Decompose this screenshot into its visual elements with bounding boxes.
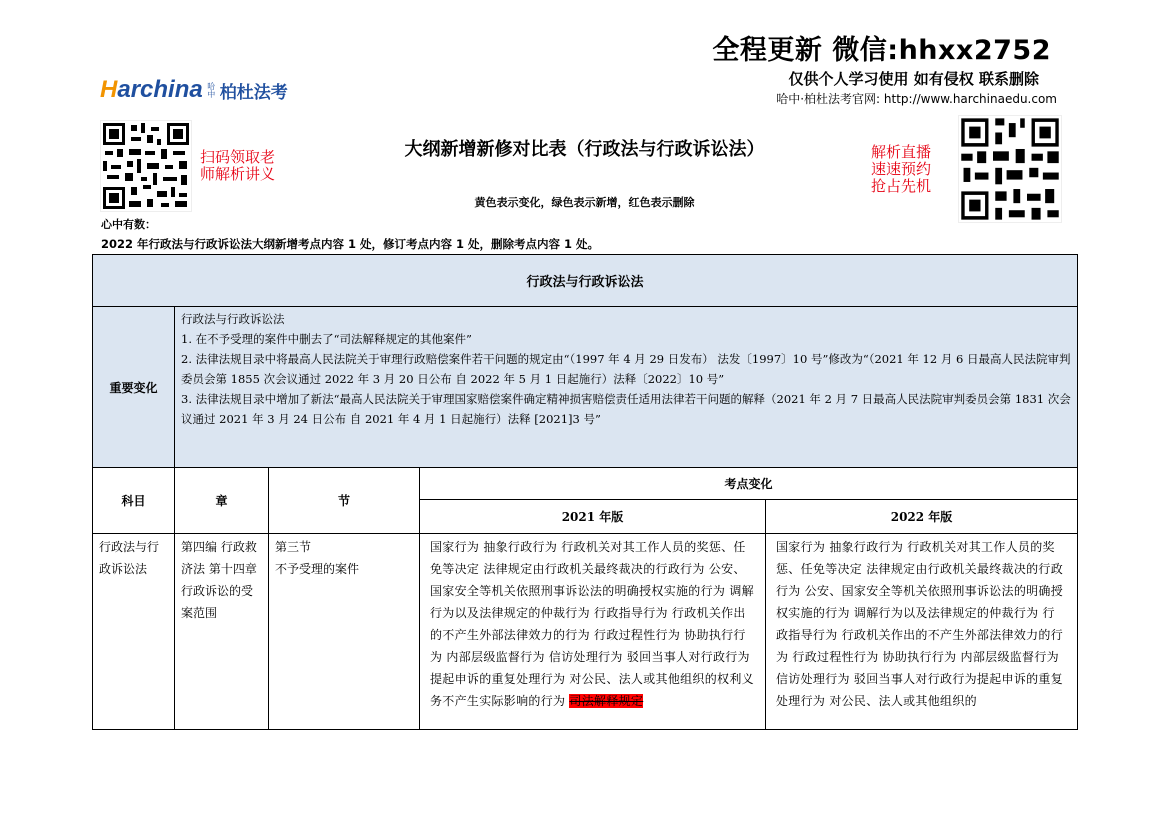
summary-label: 心中有数： [101, 218, 156, 231]
summary-text: 2022 年行政法与行政诉讼法大纲新增考点内容 1 处，修订考点内容 1 处，删除考点内容 1 处。 [101, 237, 600, 251]
watermark-text: 全程更新 微信:hhxx2752 [712, 35, 1051, 66]
deleted-text: 司法解释规定 [569, 694, 644, 708]
major-change-line: 1. 在不予受理的案件中删去了“司法解释规定的其他案件” [181, 332, 472, 346]
copyright-notice: 仅供个人学习使用 如有侵权 联系删除 [788, 70, 1039, 88]
major-changes-label: 重要变化 [93, 307, 175, 468]
col-header-2021: 2021 年版 [420, 500, 766, 534]
cell-subject: 行政法与行政诉讼法 [93, 534, 175, 730]
major-change-line: 3. 法律法规目录中增加了新法“最高人民法院关于审理国家赔偿案件确定精神损害赔偿责任适用法律若干问题的解释（2021 年 2 月 7 日最高人民法院审判委员会第 1831 次会议通过 2021 年 3 月 24 日公布 自 2021 年 4 月 1 日起施行）法释 [2021]3 号” [181, 392, 1071, 426]
col-header-section: 节 [269, 468, 420, 534]
col-header-2022: 2022 年版 [766, 500, 1078, 534]
live-stream-caption: 解析直播 速速预约 抢占先机 [871, 143, 932, 195]
color-legend: 黄色表示变化，绿色表示新增，红色表示删除 [474, 196, 695, 209]
col-header-subject: 科目 [93, 468, 175, 534]
harchina-logo: H archina 哈中 柏杜法考 [100, 76, 288, 103]
col-header-changes: 考点变化 [420, 468, 1078, 500]
section-title: 行政法与行政诉讼法 [93, 255, 1078, 307]
major-change-line: 2. 法律法规目录中将最高人民法院关于审理行政赔偿案件若干问题的规定由“（1997 年 4 月 29 日发布） 法发〔1997〕10 号”修改为“（2021 年 12 月 6 日最高人民法院审判委员会第 1855 次会议通过 2022 年 3 月 20 日公布 自 2022 年 5 月 1 日起施行）法释〔2022〕10 号” [181, 352, 1071, 386]
cell-2022-text: 国家行为 抽象行政行为 行政机关对其工作人员的奖惩、任免等决定 法律规定由行政机关最终裁决的行政行为 公安、国家安全等机关依照刑事诉讼法的明确授权实施的行为 调解行为以及法律规定的仲裁行为 行政指导行为 行政机关作出的不产生外部法律效力的行为 行政过程性行为 协助执行行为 内部层级监督行为 信访处理行为 驳回当事人对行政行为提起申诉的重复处理行为 对公民、法人或其他组织的 [766, 534, 1078, 730]
cell-section: 第三节 不予受理的案件 [269, 534, 420, 730]
col-header-chapter: 章 [175, 468, 269, 534]
site-url: 哈中·柏杜法考官网: http://www.harchinaedu.com [776, 92, 1057, 106]
cell-chapter: 第四编 行政救济法 第十四章 行政诉讼的受案范围 [175, 534, 269, 730]
scan-qr-caption: 扫码领取老 师解析讲义 [200, 148, 276, 183]
major-changes-content [175, 307, 1078, 468]
major-change-line: 行政法与行政诉讼法 [181, 312, 285, 326]
cell-2021-text: 国家行为 抽象行政行为 行政机关对其工作人员的奖惩、任免等决定 法律规定由行政机关最终裁决的行政行为 公安、国家安全等机关依照刑事诉讼法的明确授权实施的行为 调解行为以及法律规定的仲裁行为 行政指导行为 行政机关作出的不产生外部法律效力的行为 行政过程性行为 协助执行行为 内部层级监督行为 信访处理行为 驳回当事人对行政行为提起申诉的重复处理行为 对公民、法人或其他组织的权利义务不产生实际影响的行为 司法解释规定 [420, 534, 766, 730]
comparison-table [92, 254, 1077, 730]
document-title: 大纲新增新修对比表（行政法与行政诉讼法） [404, 139, 765, 160]
